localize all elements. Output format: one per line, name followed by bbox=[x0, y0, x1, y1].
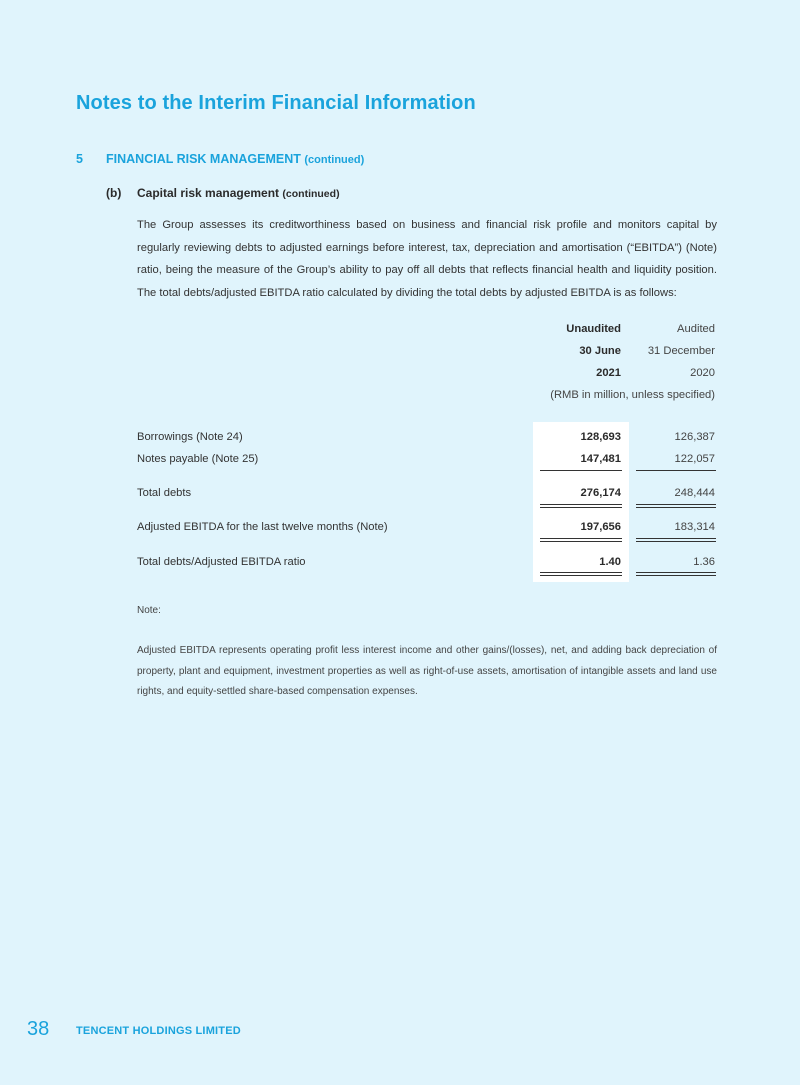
page-number: 38 bbox=[27, 1018, 50, 1040]
row-label-adjusted-ebitda: Adjusted EBITDA for the last twelve months (Note) bbox=[137, 521, 388, 533]
subsection-letter: (b) bbox=[106, 186, 122, 200]
intro-paragraph: The Group assesses its creditworthiness based on business and financial risk profile and monitors capital by regularly reviewing debts to adjusted earnings before interest, tax, depreciation and amortisation (“EBITDA”) (Note) ratio, being the measure of the Group’s ability to pay off all debts that reflects financial health and liquidity position. The total debts/adjusted EBITDA ratio calculated by dividing the total debts by adjusted EBITDA is as follows: bbox=[137, 219, 717, 299]
footer-company-name: TENCENT HOLDINGS LIMITED bbox=[76, 1025, 241, 1037]
ratio-rule-2021 bbox=[540, 572, 622, 576]
col-2020-year: 2020 bbox=[690, 367, 715, 379]
subsection-continued: (continued) bbox=[282, 188, 340, 200]
col-2020-date: 31 December bbox=[647, 345, 715, 357]
note-label: Note: bbox=[137, 605, 161, 616]
value-adjusted-ebitda-2021: 197,656 bbox=[580, 521, 621, 533]
value-ratio-2020: 1.36 bbox=[693, 556, 715, 568]
value-notes-payable-2020: 122,057 bbox=[674, 453, 715, 465]
unit-note: (RMB in million, unless specified) bbox=[550, 389, 715, 401]
value-adjusted-ebitda-2020: 183,314 bbox=[674, 521, 715, 533]
row-label-notes-payable: Notes payable (Note 25) bbox=[137, 453, 259, 465]
page-title: Notes to the Interim Financial Information bbox=[76, 92, 476, 114]
col-2021-status: Unaudited bbox=[566, 323, 621, 335]
col-2021-date: 30 June bbox=[579, 345, 621, 357]
value-ratio-2021: 1.40 bbox=[599, 556, 621, 568]
subsection-heading bbox=[106, 186, 340, 200]
note-text: Adjusted EBITDA represents operating profit less interest income and other gains/(losses), net, and adding back depreciation of property, plant and equipment, investment properties as well as right-of-use assets, amortisation of intangible assets and land use rights, and equity-settled share-based compensation expenses. bbox=[137, 645, 717, 697]
row-label-total-debts: Total debts bbox=[137, 487, 192, 499]
subtotal-rule-2021 bbox=[540, 470, 622, 471]
section-number: 5 bbox=[76, 152, 83, 166]
section-title: FINANCIAL RISK MANAGEMENT bbox=[106, 152, 301, 166]
subsection-title: Capital risk management bbox=[137, 186, 280, 200]
total-rule-2021 bbox=[540, 504, 622, 508]
value-total-debts-2020: 248,444 bbox=[674, 487, 715, 499]
ebitda-rule-2021 bbox=[540, 538, 622, 542]
value-borrowings-2021: 128,693 bbox=[580, 431, 621, 443]
col-2021-year: 2021 bbox=[596, 367, 621, 379]
row-label-ratio: Total debts/Adjusted EBITDA ratio bbox=[137, 556, 306, 568]
total-rule-2020 bbox=[636, 504, 716, 508]
ratio-rule-2020 bbox=[636, 572, 716, 576]
section-heading bbox=[76, 152, 364, 166]
ebitda-rule-2020 bbox=[636, 538, 716, 542]
col-2020-status: Audited bbox=[677, 323, 715, 335]
value-notes-payable-2021: 147,481 bbox=[580, 453, 621, 465]
value-total-debts-2021: 276,174 bbox=[580, 487, 621, 499]
row-label-borrowings: Borrowings (Note 24) bbox=[137, 431, 243, 443]
subtotal-rule-2020 bbox=[636, 470, 716, 471]
value-borrowings-2020: 126,387 bbox=[674, 431, 715, 443]
section-continued: (continued) bbox=[304, 154, 365, 166]
